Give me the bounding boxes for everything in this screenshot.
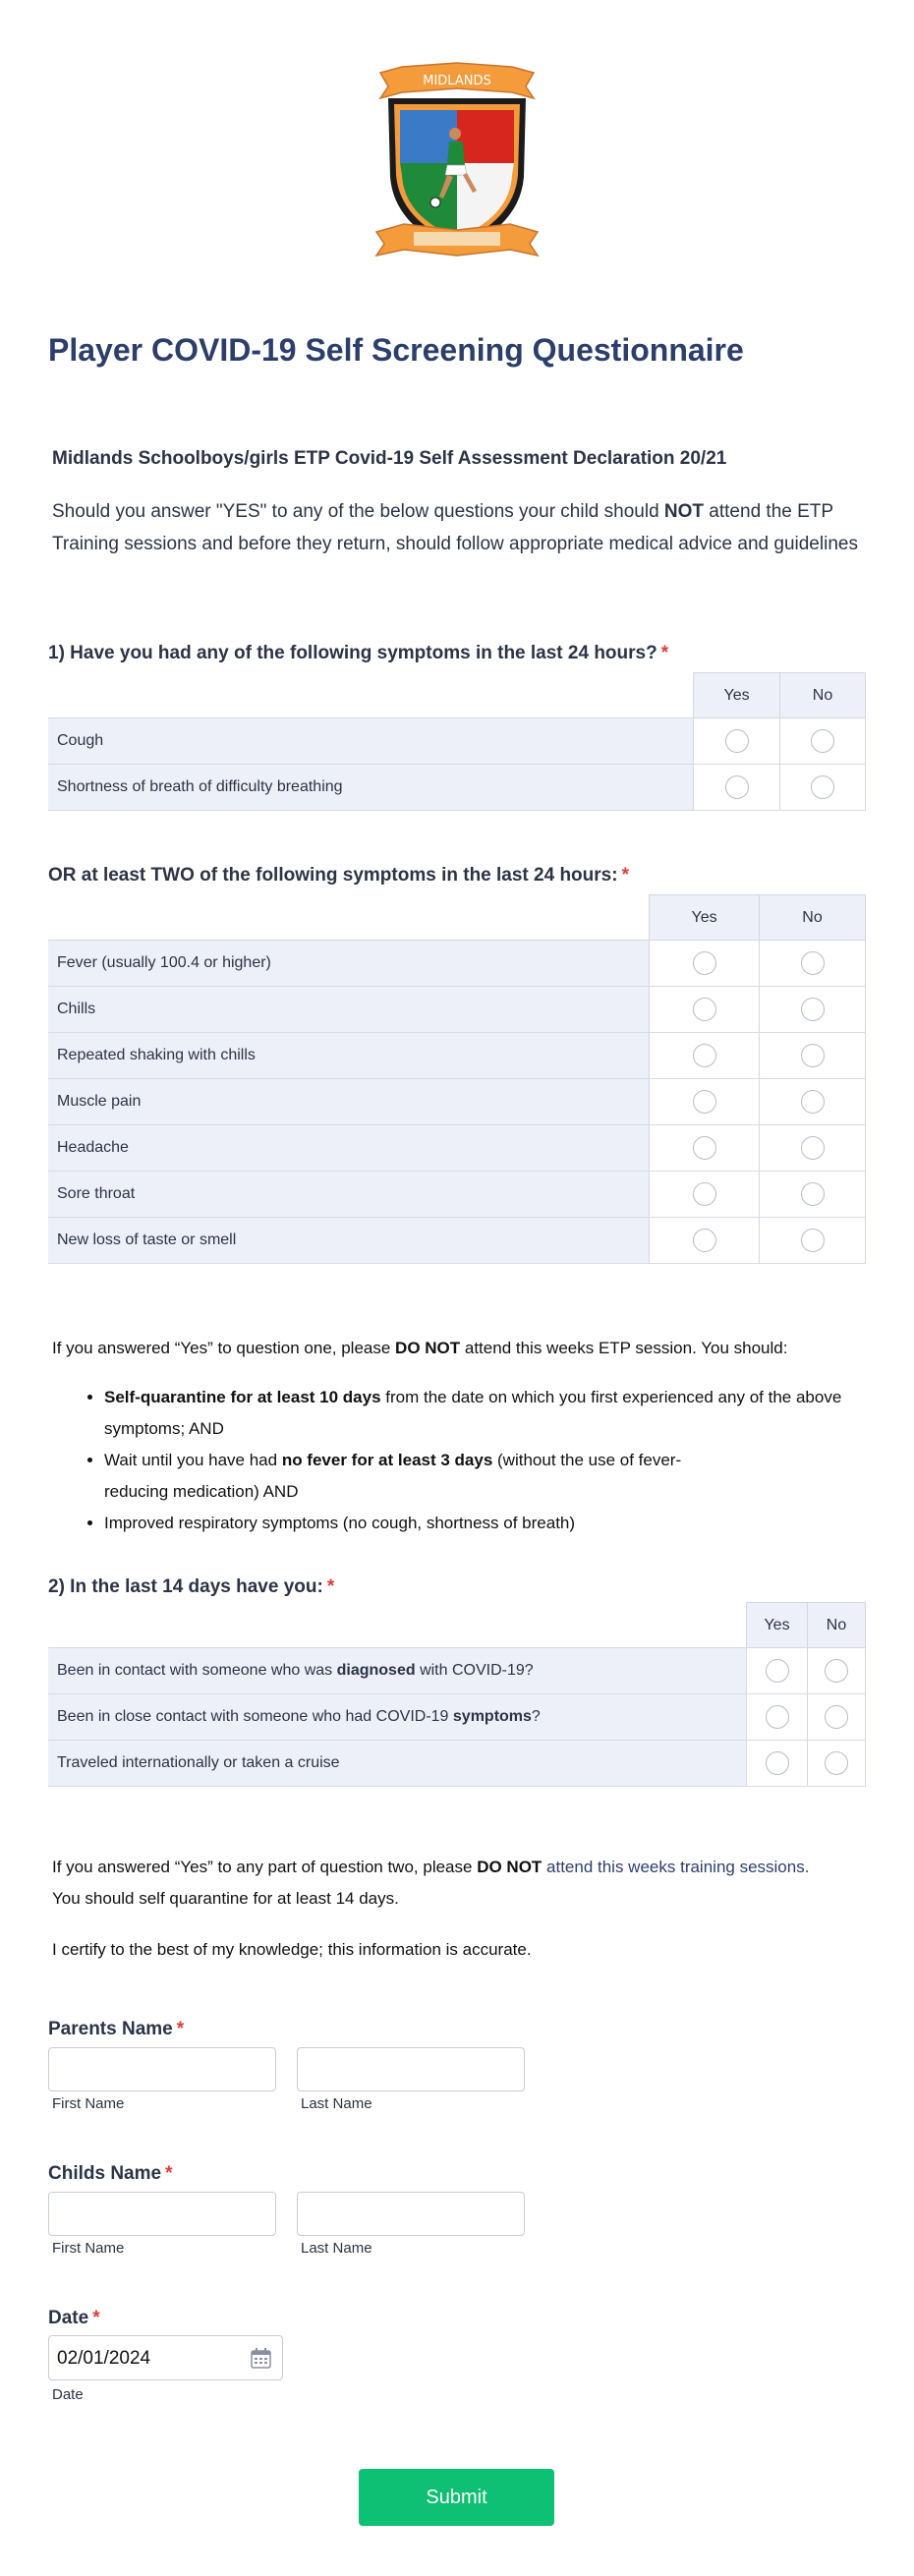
- radio-yes[interactable]: [693, 1136, 716, 1160]
- table-row: [48, 765, 866, 811]
- column-yes: Yes: [650, 895, 760, 941]
- radio-yes[interactable]: [693, 1229, 716, 1252]
- table-row: [48, 1648, 866, 1694]
- date-sublabel: Date: [52, 2386, 84, 2403]
- table-row: [48, 1172, 866, 1218]
- instruction-list: [85, 1382, 871, 1539]
- column-no: No: [780, 673, 866, 718]
- childs-last-name-input[interactable]: [297, 2192, 525, 2236]
- radio-yes[interactable]: [693, 998, 716, 1021]
- logo-banner-text: MIDLANDS: [423, 74, 491, 88]
- radio-no[interactable]: [801, 1044, 825, 1067]
- row-label: Traveled internationally or taken a cruise: [48, 1741, 747, 1787]
- first-name-sublabel: First Name: [52, 2095, 125, 2112]
- radio-yes[interactable]: [693, 1182, 716, 1206]
- radio-yes[interactable]: [693, 1044, 716, 1067]
- table-row: [48, 1741, 866, 1787]
- table-row: [48, 1694, 866, 1741]
- row-label: Sore throat: [48, 1172, 650, 1218]
- question-1b-label: OR at least TWO of the following symptoms in the last 24 hours: *: [48, 865, 629, 886]
- list-item: • Wait until you have had no fever for at least 3 days (without the use of fever- reducing medication) AND: [104, 1445, 871, 1508]
- column-yes: Yes: [694, 673, 780, 718]
- radio-yes[interactable]: [725, 775, 749, 799]
- parents-name-label: Parents Name *: [48, 2019, 185, 2039]
- row-label: Headache: [48, 1125, 650, 1172]
- radio-yes[interactable]: [693, 1090, 716, 1114]
- radio-no[interactable]: [825, 1705, 848, 1729]
- parents-first-name-input[interactable]: [48, 2047, 276, 2091]
- column-no: No: [808, 1603, 866, 1648]
- row-label: Shortness of breath of difficulty breathing: [48, 765, 694, 811]
- row-label: Repeated shaking with chills: [48, 1033, 650, 1079]
- radio-no[interactable]: [801, 1182, 825, 1206]
- question-2-label: 2) In the last 14 days have you: *: [48, 1576, 335, 1597]
- club-logo: [374, 59, 540, 265]
- row-label: Been in contact with someone who was diagnosed with COVID-19?: [48, 1648, 747, 1694]
- column-no: No: [760, 895, 866, 941]
- last-name-sublabel: Last Name: [301, 2240, 372, 2257]
- intro-heading: Midlands Schoolboys/girls ETP Covid-19 Self Assessment Declaration 20/21: [52, 448, 727, 469]
- table-row: [48, 1033, 866, 1079]
- calendar-icon[interactable]: [251, 2348, 271, 2369]
- certify-text: I certify to the best of my knowledge; this information is accurate.: [52, 1940, 532, 1959]
- row-label: Been in close contact with someone who had COVID-19 symptoms?: [48, 1694, 747, 1741]
- radio-no[interactable]: [801, 1229, 825, 1252]
- table-row: [48, 1125, 866, 1172]
- radio-no[interactable]: [801, 998, 825, 1021]
- radio-no[interactable]: [811, 775, 834, 799]
- date-input[interactable]: [48, 2335, 283, 2380]
- radio-yes[interactable]: [693, 951, 716, 975]
- radio-yes[interactable]: [766, 1751, 789, 1775]
- question-1b-matrix: [48, 894, 866, 1264]
- radio-yes[interactable]: [766, 1659, 789, 1683]
- table-row: [48, 941, 866, 987]
- row-label: New loss of taste or smell: [48, 1218, 650, 1264]
- table-row: [48, 987, 866, 1033]
- childs-name-label: Childs Name *: [48, 2163, 173, 2184]
- date-value: 02/01/2024: [57, 2348, 151, 2369]
- date-label: Date *: [48, 2308, 100, 2328]
- list-item: • Improved respiratory symptoms (no cough, shortness of breath): [104, 1508, 871, 1539]
- radio-yes[interactable]: [766, 1705, 789, 1729]
- childs-first-name-input[interactable]: [48, 2192, 276, 2236]
- row-label: Chills: [48, 987, 650, 1033]
- last-name-sublabel: Last Name: [301, 2095, 372, 2112]
- radio-no[interactable]: [825, 1659, 848, 1683]
- radio-no[interactable]: [825, 1751, 848, 1775]
- radio-yes[interactable]: [725, 729, 749, 753]
- info-question-2: If you answered “Yes” to any part of question two, please DO NOT attend this weeks training sessions. You should self quarantine for at least 14 days.: [52, 1858, 810, 1908]
- question-1-label: 1) Have you had any of the following symptoms in the last 24 hours? *: [48, 643, 669, 663]
- table-row: [48, 1079, 866, 1125]
- table-row: [48, 1218, 866, 1264]
- parents-last-name-input[interactable]: [297, 2047, 525, 2091]
- radio-no[interactable]: [801, 1136, 825, 1160]
- row-label: Muscle pain: [48, 1079, 650, 1125]
- submit-button[interactable]: Submit: [359, 2469, 554, 2526]
- first-name-sublabel: First Name: [52, 2240, 125, 2257]
- intro-body: Should you answer "YES" to any of the below questions your child should NOT attend the ETP Training sessions and before they return, should follow appropriate medical advice and guidelines: [52, 501, 858, 554]
- radio-no[interactable]: [811, 729, 834, 753]
- info-question-1: If you answered “Yes” to question one, please DO NOT attend this weeks ETP session. You should:: [52, 1339, 788, 1357]
- row-label: Fever (usually 100.4 or higher): [48, 941, 650, 987]
- radio-no[interactable]: [801, 951, 825, 975]
- row-label: Cough: [48, 718, 694, 765]
- radio-no[interactable]: [801, 1090, 825, 1114]
- table-row: [48, 718, 866, 765]
- question-1-matrix: [48, 672, 866, 811]
- form-title: Player COVID-19 Self Screening Questionnaire: [48, 332, 744, 368]
- question-2-matrix: [48, 1602, 866, 1787]
- column-yes: Yes: [747, 1603, 808, 1648]
- list-item: • Self-quarantine for at least 10 days from the date on which you first experienced any of the above symptoms; AND: [104, 1382, 871, 1445]
